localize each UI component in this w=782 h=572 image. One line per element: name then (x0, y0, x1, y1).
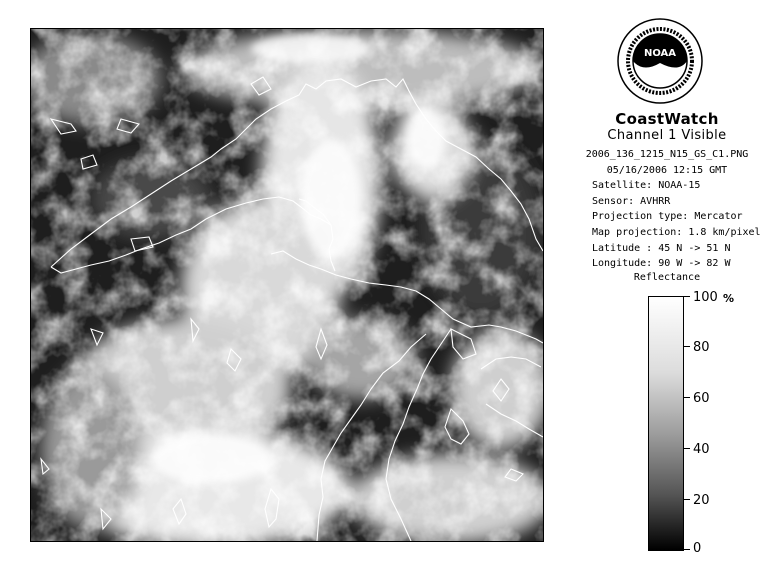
colorbar-unit: % (723, 292, 735, 305)
colorbar-tick-label: 20 (693, 493, 710, 508)
cloud-texture (31, 29, 543, 541)
map-projection: Map projection: 1.8 km/pixel (592, 226, 761, 238)
filename: 2006_136_1215_N15_GS_C1.PNG (585, 149, 749, 160)
colorbar-tick-label: 0 (693, 541, 702, 556)
colorbar-tick-label: 100 (693, 290, 718, 305)
latitude: Latitude : 45 N -> 51 N (592, 242, 731, 254)
colorbar (648, 296, 684, 551)
satellite: Satellite: NOAA-15 (592, 180, 701, 192)
image-metadata (560, 147, 774, 272)
colorbar-tick-label: 40 (693, 442, 710, 457)
colorbar-tick (684, 448, 690, 449)
colorbar-tick (684, 397, 690, 398)
sensor: Sensor: AVHRR (592, 195, 671, 207)
colorbar-tick-label: 80 (693, 340, 710, 355)
colorbar-tick (684, 296, 690, 297)
noaa-logo (617, 18, 703, 104)
legend-panel (560, 18, 774, 558)
colorbar-tick (684, 346, 690, 347)
datetime: 05/16/2006 12:15 GMT (606, 164, 728, 176)
satellite-image-canvas (31, 29, 543, 541)
colorbar-tick-label: 60 (693, 391, 710, 406)
satellite-image (30, 28, 544, 542)
projection-type: Projection type: Mercator (592, 211, 743, 223)
channel-label: Channel 1 Visible (607, 128, 727, 143)
longitude: Longitude: 90 W -> 82 W (592, 258, 731, 270)
colorbar-title: Reflectance (633, 272, 701, 283)
brand-title: CoastWatch (615, 110, 719, 128)
logo-text: NOAA (643, 48, 677, 59)
colorbar-tick (684, 499, 690, 500)
colorbar-tick (684, 549, 690, 550)
